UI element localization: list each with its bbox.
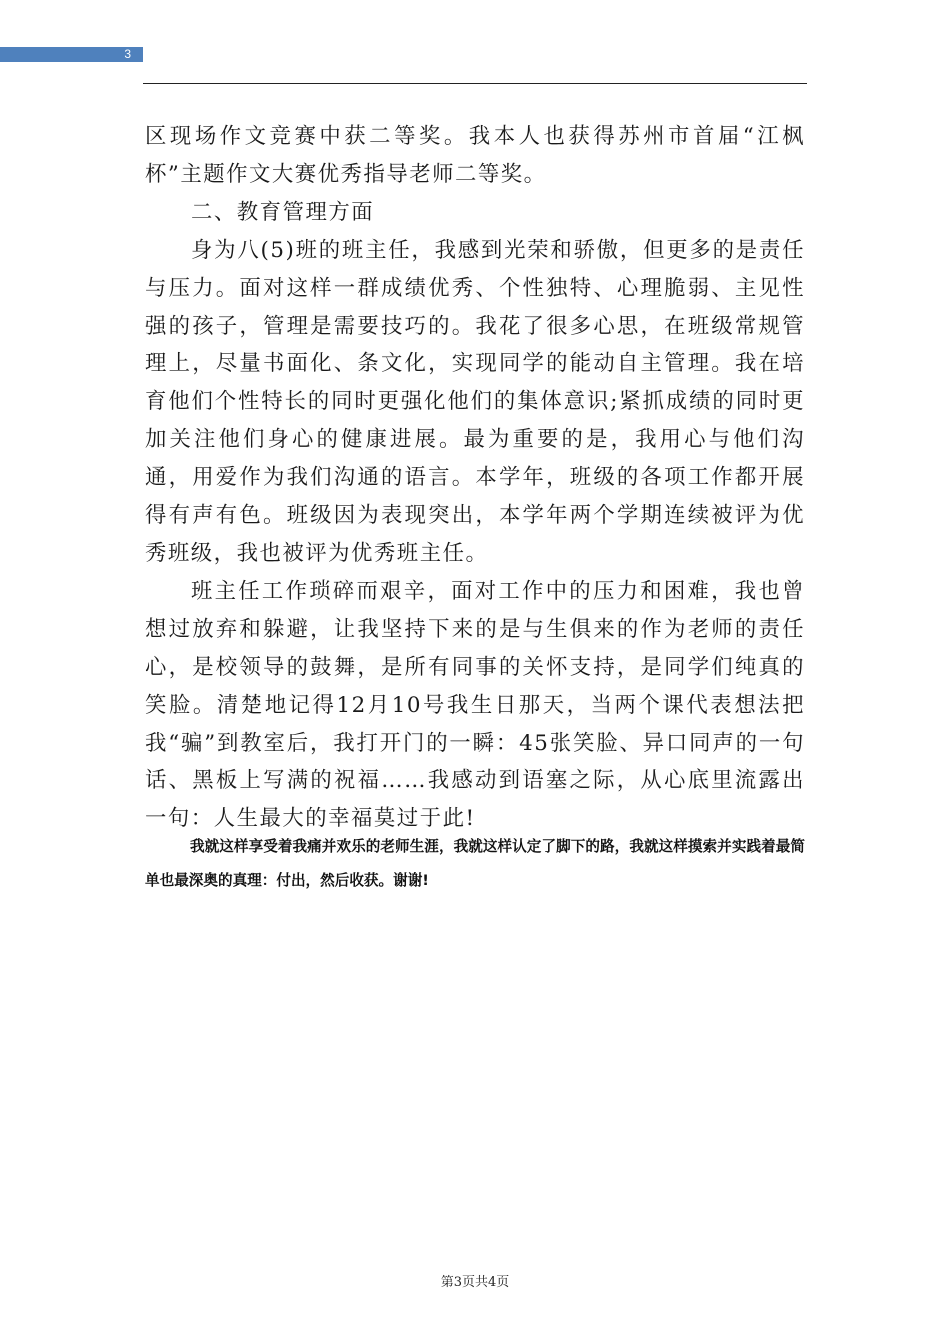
closing-remarks bbox=[145, 830, 805, 898]
paragraph-class-teacher-role: 身为八(5)班的班主任，我感到光荣和骄傲，但更多的是责任与压力。面对这样一群成绩优秀、个性独特、心理脆弱、主见性强的孩子，管理是需要技巧的。我花了很多心思，在班级常规管理上，尽量书面化、条文化，实现同学的能动自主管理。我在培育他们个性特长的同时更强化他们的集体意识;紧抓成绩的同时更加关注他们身心的健康进展。最为重要的是，我用心与他们沟通，用爱作为我们沟通的语言。本学年，班级的各项工作都开展得有声有色。班级因为表现突出，本学年两个学期连续被评为优秀班级，我也被评为优秀班主任。 bbox=[145, 237, 805, 566]
page-tab-number: 3 bbox=[124, 47, 131, 61]
header-rule bbox=[143, 83, 807, 84]
page-number-tab bbox=[0, 47, 143, 62]
paragraph-award-continuation: 区现场作文竞赛中获二等奖。我本人也获得苏州市首届“江枫杯”主题作文大赛优秀指导老师二等奖。 bbox=[145, 124, 805, 187]
document-body bbox=[145, 118, 805, 838]
paragraph-class-teacher-hardship: 班主任工作琐碎而艰辛，面对工作中的压力和困难，我也曾想过放弃和躲避，让我坚持下来的是与生俱来的作为老师的责任心，是校领导的鼓舞，是所有同事的关怀支持，是同学们纯真的笑脸。清楚地记得12月10号我生日那天，当两个课代表想法把我“骗”到教室后，我打开门的一瞬：45张笑脸、异口同声的一句话、黑板上写满的祝福……我感动到语塞之际，从心底里流露出一句：人生最大的幸福莫过于此! bbox=[145, 578, 805, 832]
closing-paragraph: 我就这样享受着我痛并欢乐的老师生涯，我就这样认定了脚下的路，我就这样摸索并实践着最简单也最深奥的真理：付出，然后收获。谢谢! bbox=[145, 838, 805, 889]
section-heading-education-management: 二、教育管理方面 bbox=[191, 199, 375, 225]
page-footer: 第3页共4页 bbox=[440, 1275, 510, 1290]
